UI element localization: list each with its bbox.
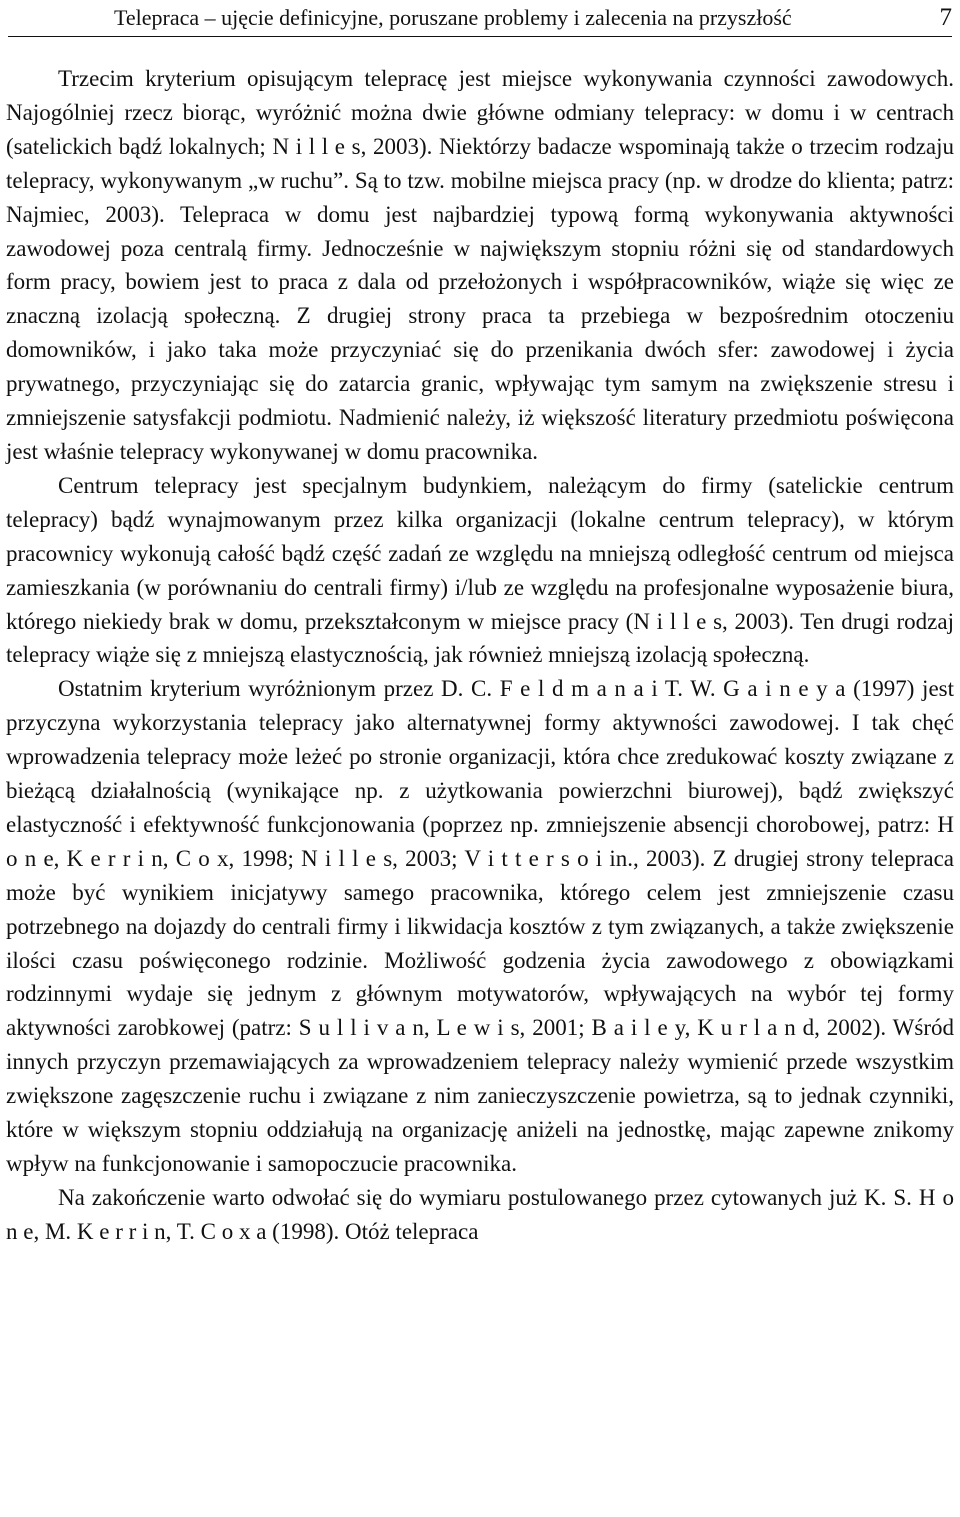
paragraph: Na zakończenie warto odwołać się do wymiaru postulowanego przez cytowanych już K. S. H o n e, M. K e r r i n, T. C o x a (1998). Otóż telepraca: [6, 1184, 954, 1244]
running-header-title: Telepraca – ujęcie definicyjne, poruszane problemy i zalecenia na przyszłość: [114, 5, 792, 30]
paragraph: Centrum telepracy jest specjalnym budynkiem, należącym do firmy (satelickie centrum telepracy) bądź wynajmowanym przez kilka organizacji (lokalne centrum telepracy), w którym pracownicy wykonują całość bądź część zadań ze względu na mniejszą odległość centrum od miejsca zamieszkania (w porównaniu do centrali firmy) i/lub ze względu na profesjonalne wyposażenie biura, którego niekiedy brak w domu, przekształconym w miejsce pracy (N i l l e s, 2003). Ten drugi rodzaj telepracy wiąże się z mniejszą elastycznością, jak również mniejszą izolacją społeczną.: [6, 472, 954, 668]
body-text: [6, 62, 954, 1249]
paragraph: Ostatnim kryterium wyróżnionym przez D. C. F e l d m a n a i T. W. G a i n e y a (1997) jest przyczyna wykorzystania telepracy jako alternatywnej formy aktywności zawodowej. I tak chęć wprowadzenia telepracy może leżeć po stronie organizacji, która chce zredukować koszty związane z bieżącą działalnością (wynikające np. z użytkowania powierzchni biurowej), bądź zwiększyć elastyczność i efektywność funkcjonowania (poprzez np. zmniejszenie absencji chorobowej, patrz: H o n e, K e r r i n, C o x, 1998; N i l l e s, 2003; V i t t e r s o i in., 2003). Z drugiej strony telepraca może być wynikiem inicjatywy samego pracownika, którego celem jest zmniejszenie czasu potrzebnego na dojazdy do centrali firmy i likwidacja kosztów z tym związanych, a także zwiększenie ilości czasu poświęconego rodzinie. Możliwość godzenia życia zawodowego z obowiązkami rodzinnymi wydaje się jednym z głównym motywatorów, wpływających na wybór tej formy aktywności zarobkowej (patrz: S u l l i v a n, L e w i s, 2001; B a i l e y, K u r l a n d, 2002). Wśród innych przyczyn przemawiających za wprowadzeniem telepracy należy wymienić przede wszystkim zwiększone zagęszczenie ruchu i związane z nim zanieczyszczenie powietrza, są to jednak czynniki, które w większym stopniu oddziałują na organizację aniżeli na jednostkę, mając zapewne znikomy wpływ na funkcjonowanie i samopoczucie pracownika.: [6, 676, 954, 1176]
paragraph: Trzecim kryterium opisującym telepracę jest miejsce wykonywania czynności zawodowych. Najogólniej rzecz biorąc, wyróżnić można dwie główne odmiany telepracy: w domu i w centrach (satelickich bądź lokalnych; N i l l e s, 2003). Niektórzy badacze wspominają także o trzecim rodzaju telepracy, wykonywanym „w ruchu”. Są to tzw. mobilne miejsca pracy (np. w drodze do klienta; patrz: Najmiec, 2003). Telepraca w domu jest najbardziej typową formą wykonywania aktywności zawodowej poza centralą firmy. Jednocześnie w największym stopniu różni się od standardowych form pracy, bowiem jest to praca z dala od przełożonych i współpracowników, wiąże się więc ze znaczną izolacją społeczną. Z drugiej strony praca ta przebiega w bezpośrednim otoczeniu domowników, i jako taka może przyczyniać się do przenikania dwóch sfer: zawodowej i życia prywatnego, przyczyniając się do zatarcia granic, wpływając tym samym na zwiększenie stresu i zmniejszenie satysfakcji podmiotu. Nadmienić należy, iż większość literatury przedmiotu poświęcona jest właśnie telepracy wykonywanej w domu pracownika.: [6, 66, 954, 464]
page-number: 7: [939, 4, 952, 31]
running-header: [8, 0, 952, 37]
